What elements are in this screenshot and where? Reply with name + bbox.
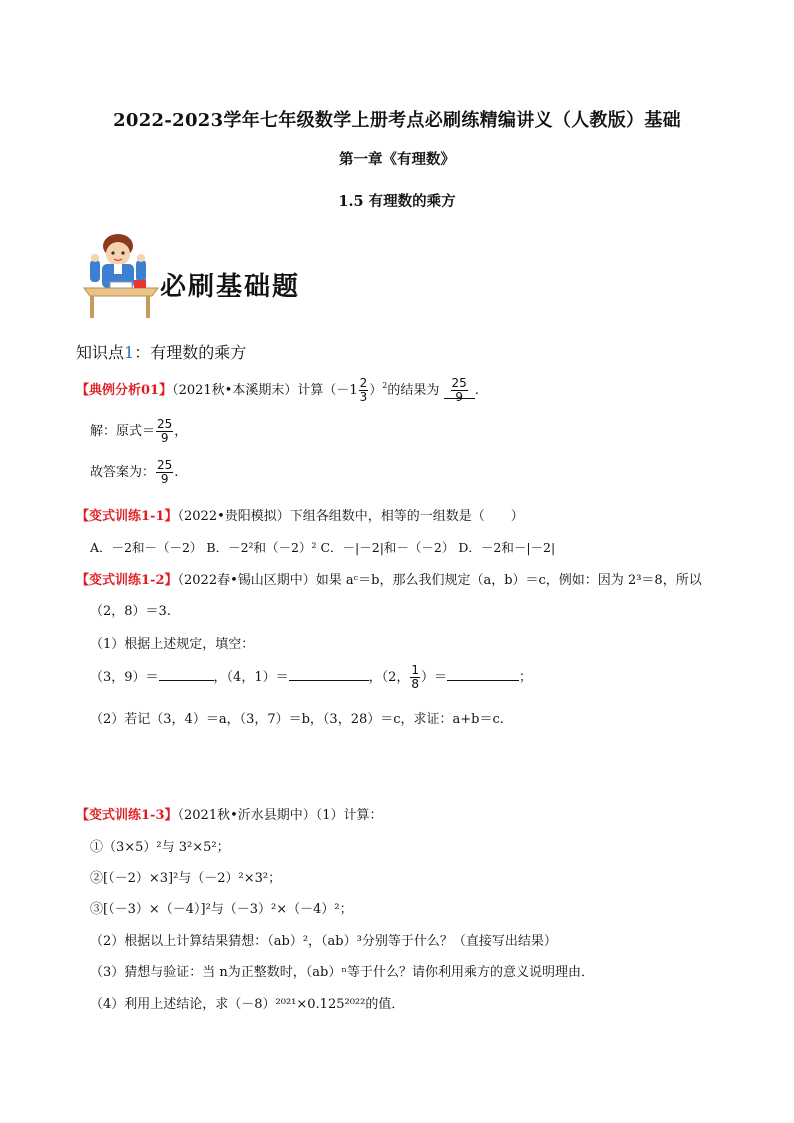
variant-1-3-item1: ①（3×5）²与 3²×5²； <box>90 840 230 855</box>
fraction-denominator: 9 <box>160 472 169 486</box>
fraction-denominator: 3 <box>359 390 368 404</box>
question-text: （2021秋•沂水县期中）（1）计算： <box>177 808 383 823</box>
document-title: 2022-2023学年七年级数学上册考点必刷练精编讲义（人教版）基础 <box>113 110 681 131</box>
fraction-numerator: 1 <box>411 663 420 677</box>
answer-fraction <box>451 377 468 404</box>
solution-label: 解：原式＝ <box>90 424 156 439</box>
variant-1-3-item3: ③[（－3）×（－4）]²与（－3）²×（－4）²； <box>90 902 353 917</box>
variant-1-3-q4: （4）利用上述结论，求（－8）²⁰²¹×0.125²⁰²²的值． <box>90 997 405 1012</box>
fraction-numerator: 25 <box>157 458 173 472</box>
fill-text: ）＝ <box>421 670 448 685</box>
variant-1-3-question <box>76 804 383 823</box>
exponent: 2 <box>382 381 388 390</box>
variant-1-2-q2: （2）若记（3，4）＝a，（3，7）＝b，（3，28）＝c，求证：a+b＝c. <box>90 712 504 727</box>
kp-prefix: 知识点 <box>76 343 125 362</box>
variant-1-1-options: A．－2和－（－2） B．－2²和（－2）² C．－|－2|和－（－2） D．－2和－|－2| <box>90 540 556 555</box>
fill-blank <box>447 666 519 681</box>
variant-1-3-q3: （3）猜想与验证：当 n为正整数时，（ab）ⁿ等于什么？请你利用乘方的意义说明理由． <box>90 965 594 980</box>
fraction-denominator: 8 <box>411 677 420 691</box>
question-text: （2022春•锡山区期中）如果 aᶜ＝b，那么我们规定（a，b）＝c，例如：因为 2³＝8，所以 <box>177 573 702 588</box>
punctuation: . <box>474 383 479 398</box>
answer-blank <box>444 376 475 404</box>
chapter-title: 第一章《有理数》 <box>339 151 455 168</box>
question-text: 的结果为 <box>387 383 440 398</box>
fill-text: ，（4，1）＝ <box>213 670 289 685</box>
fraction-numerator: 25 <box>451 376 467 390</box>
variant-1-2-question <box>76 569 702 588</box>
variant-tag: 【变式训练1-2】 <box>76 573 178 588</box>
kp-suffix: ：有理数的乘方 <box>134 343 247 362</box>
example-tag: 【典例分析01】 <box>76 383 173 398</box>
banner <box>80 230 320 320</box>
variant-1-2-line2: （2，8）＝3. <box>90 604 171 619</box>
example-01-solution <box>90 418 187 445</box>
variant-1-3-item2: ②[（－2）×3]²与（－2）²×3²； <box>90 871 282 886</box>
fraction-numerator: 2 <box>359 376 368 390</box>
fraction <box>410 664 420 691</box>
question-text: （2021秋•本溪期末）计算（－1 <box>172 383 358 398</box>
variant-1-2-q1: （1）根据上述规定，填空： <box>90 637 255 652</box>
fraction <box>359 377 369 404</box>
variant-1-3-q2: （2）根据以上计算结果猜想：（ab）²，（ab）³分别等于什么？（直接写出结果） <box>90 934 557 949</box>
fill-text: （3，9）＝ <box>90 670 159 685</box>
question-text: ） <box>369 383 383 398</box>
question-text: （2022•贵阳模拟）下组各组数中，相等的一组数是（ ） <box>177 509 524 524</box>
example-01-answer <box>90 459 178 486</box>
punctuation: ， <box>174 424 188 439</box>
answer-label: 故答案为： <box>90 465 156 480</box>
fill-blank <box>159 666 214 681</box>
fraction-denominator: 9 <box>160 431 169 445</box>
fraction-numerator: 25 <box>157 417 173 431</box>
punctuation: . <box>174 465 179 480</box>
variant-tag: 【变式训练1-1】 <box>76 509 178 524</box>
fill-blank <box>289 666 369 681</box>
variant-tag: 【变式训练1-3】 <box>76 808 178 823</box>
knowledge-point-heading <box>76 340 246 363</box>
variant-1-2-fill <box>90 664 532 691</box>
example-01-question <box>76 377 479 404</box>
student-desk-illustration <box>80 230 160 320</box>
banner-label: 必刷基础题 <box>160 272 301 302</box>
variant-1-1-question <box>76 505 524 524</box>
fill-text: ，（2， <box>368 670 410 685</box>
answer-fraction <box>156 459 173 486</box>
solution-fraction <box>156 418 173 445</box>
fraction-denominator: 9 <box>455 390 463 404</box>
section-title: 1.5 有理数的乘方 <box>338 193 456 210</box>
kp-number: 1 <box>124 343 135 362</box>
punctuation: ； <box>519 670 533 685</box>
